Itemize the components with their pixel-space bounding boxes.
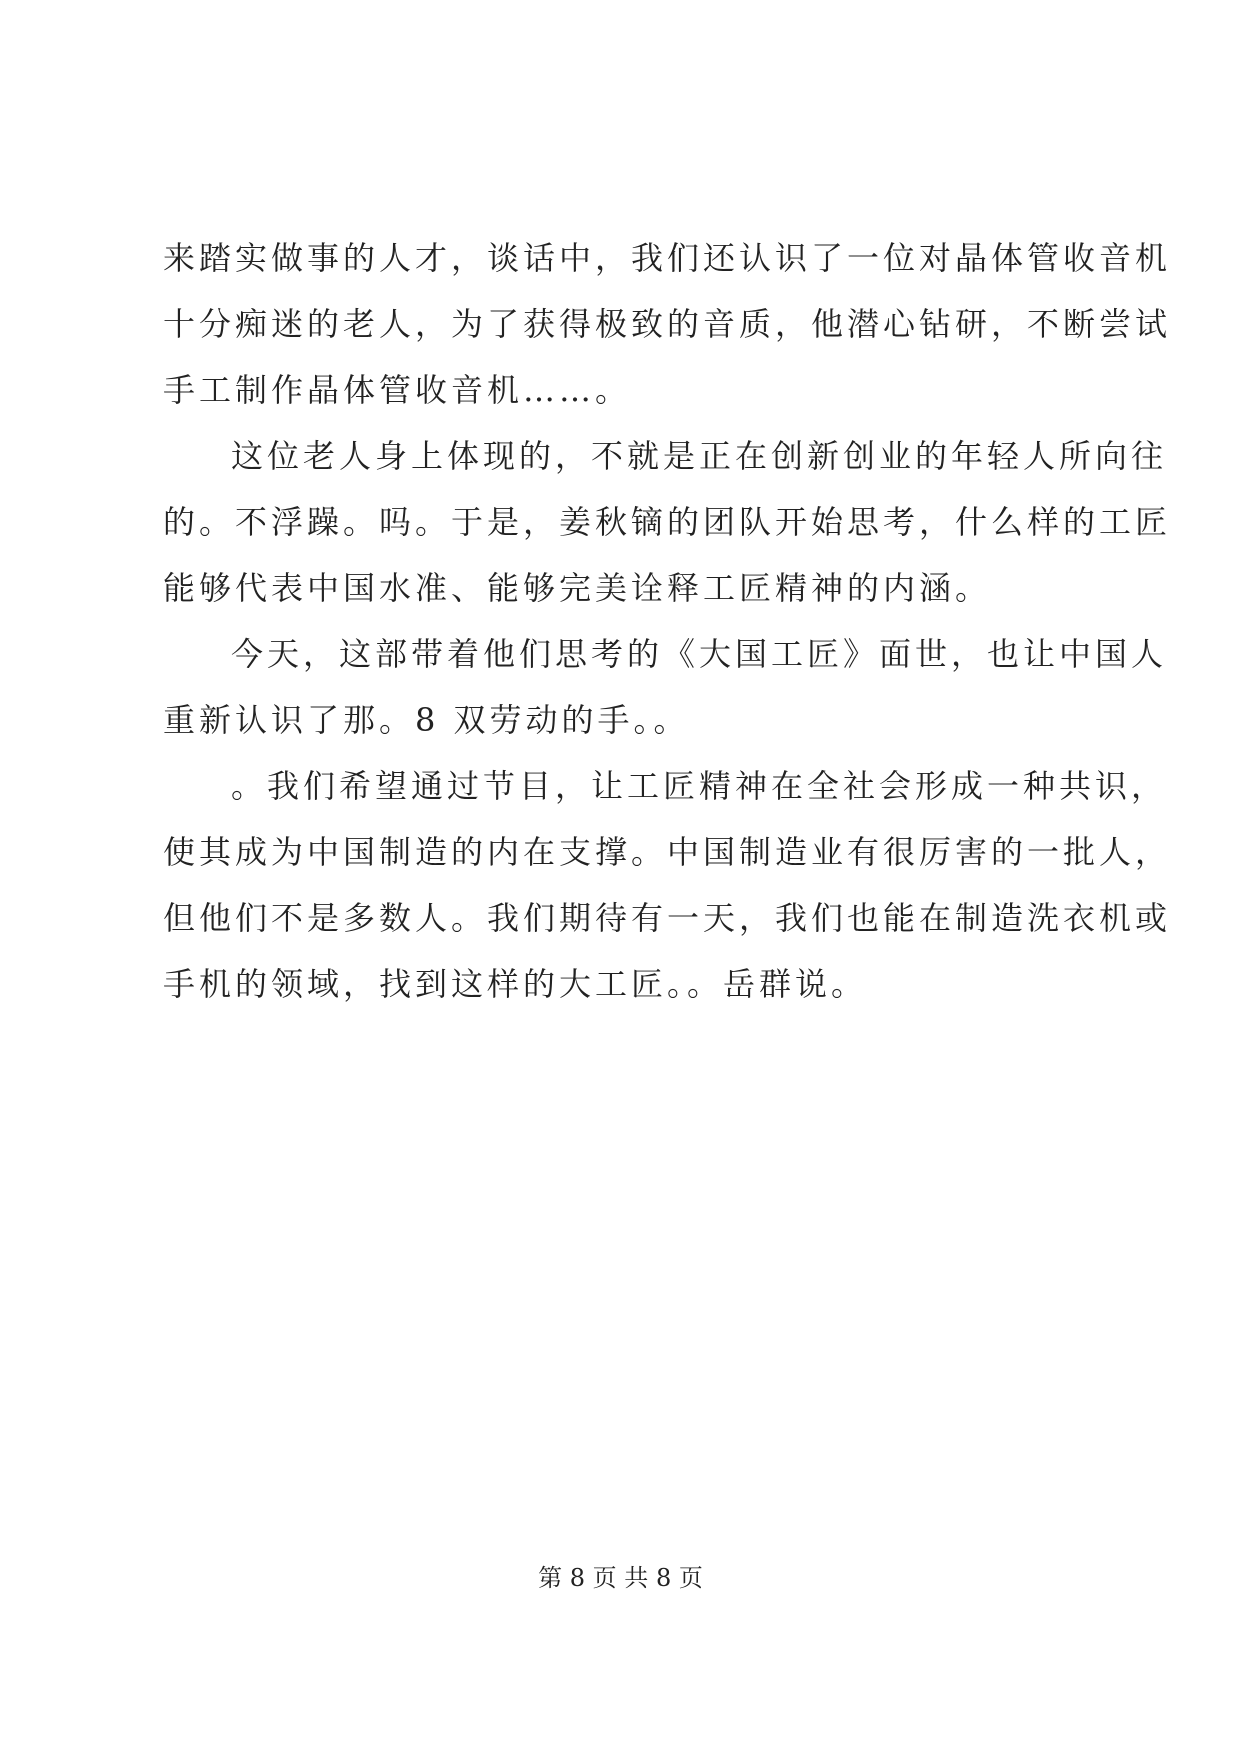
paragraph-line: 手工制作晶体管收音机……。 bbox=[163, 371, 632, 409]
paragraph-2 bbox=[163, 423, 1172, 621]
paragraph-line: 十分痴迷的老人，为了获得极致的音质，他潜心钻研，不断尝试 bbox=[163, 305, 1172, 343]
paragraph-4 bbox=[163, 753, 1172, 1017]
paragraph-3 bbox=[163, 621, 1168, 753]
paragraph-line: 这位老人身上体现的，不就是正在创新创业的年轻人所向往 bbox=[231, 437, 1168, 475]
document-body bbox=[163, 225, 1172, 1017]
paragraph-line: 但他们不是多数人。我们期待有一天，我们也能在制造洗衣机或 bbox=[163, 899, 1172, 937]
paragraph-line: 能够代表中国水准、能够完美诠释工匠精神的内涵。 bbox=[163, 569, 992, 607]
paragraph-line: 使其成为中国制造的内在支撑。中国制造业有很厉害的一批人， bbox=[163, 833, 1172, 871]
paragraph-line: 的。不浮躁。吗。于是，姜秋镝的团队开始思考，什么样的工匠 bbox=[163, 503, 1172, 541]
paragraph-line: 来踏实做事的人才，谈话中，我们还认识了一位对晶体管收音机 bbox=[163, 239, 1172, 277]
paragraph-line: 重新认识了那。8 双劳动的手。。 bbox=[163, 701, 690, 739]
page-number-footer: 第 8 页 共 8 页 bbox=[538, 1564, 703, 1592]
paragraph-1 bbox=[163, 225, 1172, 423]
paragraph-line: 今天，这部带着他们思考的《大国工匠》面世，也让中国人 bbox=[231, 635, 1168, 673]
paragraph-line: 。我们希望通过节目，让工匠精神在全社会形成一种共识， bbox=[231, 767, 1168, 805]
paragraph-line: 手机的领域，找到这样的大工匠。。岳群说。 bbox=[163, 965, 868, 1003]
